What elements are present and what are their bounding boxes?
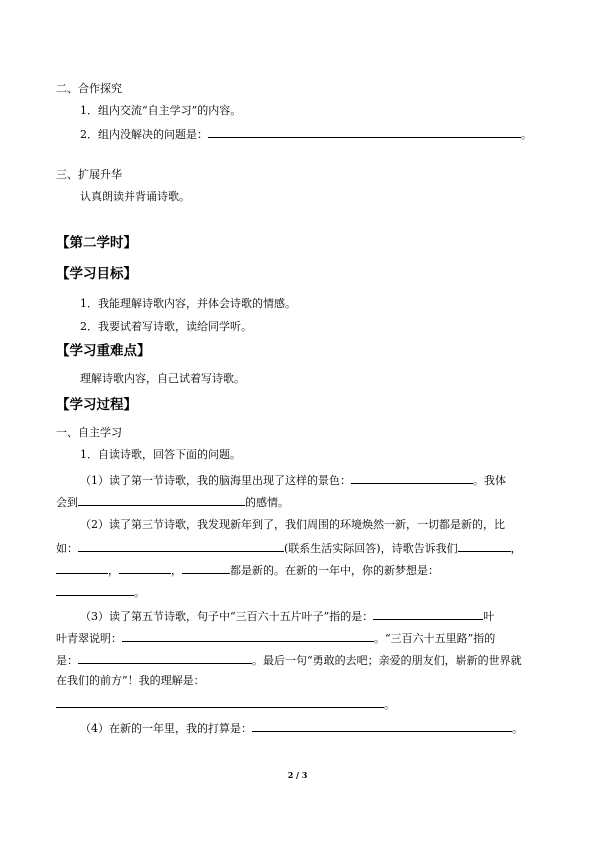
- question-4-line-1: [80, 720, 523, 736]
- question-3-line-5: [56, 696, 395, 712]
- punct: ，: [108, 564, 119, 577]
- answer-blank[interactable]: [119, 562, 171, 574]
- answer-blank[interactable]: [252, 720, 512, 732]
- question-text: 叶青翠说明：: [56, 632, 122, 645]
- answer-blank[interactable]: [208, 126, 521, 138]
- answer-blank[interactable]: [78, 494, 245, 506]
- question-3-line-2: [56, 630, 495, 646]
- question-text: 的感情。: [245, 496, 289, 509]
- question-1-line-2: [56, 494, 289, 510]
- punct: 。: [521, 128, 532, 141]
- answer-blank[interactable]: [78, 540, 284, 552]
- punct: ，: [171, 564, 182, 577]
- goals-heading: 【学习目标】: [56, 266, 137, 282]
- self-study-item-1: 1．自读诗歌，回答下面的问题。: [80, 448, 241, 461]
- answer-blank[interactable]: [458, 540, 511, 552]
- process-heading: 【学习过程】: [56, 397, 137, 413]
- question-text: 是：: [56, 654, 78, 667]
- question-text: 。“三百六十五里路”指的: [374, 632, 496, 645]
- punct: 。: [512, 722, 523, 735]
- answer-blank[interactable]: [78, 652, 252, 664]
- question-text: 都是新的。在新的一年中，你的新梦想是：: [230, 564, 439, 577]
- answer-blank[interactable]: [182, 562, 230, 574]
- question-2-line-1: （2）读了第三节诗歌，我发现新年到了，我们周围的环境焕然一新，一切都是新的，比: [80, 518, 505, 531]
- answer-blank[interactable]: [122, 630, 374, 642]
- answer-blank[interactable]: [373, 608, 483, 620]
- answer-blank[interactable]: [56, 562, 108, 574]
- answer-blank[interactable]: [56, 696, 384, 708]
- cooperation-item-2: [80, 126, 532, 142]
- cooperation-item-1: 1．组内交流“自主学习”的内容。: [80, 104, 242, 117]
- extension-text: 认真朗读并背诵诗歌。: [80, 190, 190, 203]
- answer-blank[interactable]: [351, 472, 473, 484]
- punct: 。: [384, 698, 395, 711]
- page-number: 2 / 3: [287, 770, 308, 780]
- question-text: （1）读了第一节诗歌，我的脑海里出现了这样的景色：: [80, 474, 351, 487]
- cooperation-item-2-label: 2．组内没解决的问题是：: [80, 128, 208, 141]
- question-3-line-4: 在我们的前方”！我的理解是：: [56, 674, 205, 687]
- question-text: （3）读了第五节诗歌，句子中“三百六十五片叶子”指的是：: [80, 610, 374, 623]
- punct: 。: [134, 586, 145, 599]
- question-text: （4）在新的一年里，我的打算是：: [80, 722, 252, 735]
- question-1-line-1: [80, 472, 506, 488]
- question-text: 叶: [483, 610, 495, 623]
- answer-blank[interactable]: [56, 584, 134, 596]
- question-3-line-3: [56, 652, 522, 668]
- question-2-line-2: [56, 540, 522, 556]
- section-heading-extension: 三、扩展升华: [56, 168, 122, 181]
- section-heading-cooperation: 二、合作探究: [56, 82, 122, 95]
- question-3-line-1: [80, 608, 494, 624]
- key-points-heading: 【学习重难点】: [56, 343, 151, 359]
- question-2-line-3: [56, 562, 439, 578]
- question-text: 。我体: [473, 474, 506, 487]
- goal-item-1: 1．我能理解诗歌内容，并体会诗歌的情感。: [80, 297, 296, 310]
- question-text: 。最后一句“勇敢的去吧；亲爱的朋友们，崭新的世界就: [252, 654, 522, 667]
- question-text: 如：: [56, 542, 78, 555]
- key-points-text: 理解诗歌内容，自己试着写诗歌。: [80, 372, 245, 385]
- question-text: (联系生活实际回答)，诗歌告诉我们: [284, 542, 458, 555]
- question-text: 会到: [56, 496, 78, 509]
- lesson-heading: 【第二学时】: [56, 235, 137, 251]
- section-heading-self-study: 一、自主学习: [56, 426, 122, 439]
- punct: ，: [510, 542, 522, 555]
- goal-item-2: 2．我要试着写诗歌，读给同学听。: [80, 320, 252, 333]
- question-2-line-4: [56, 584, 145, 600]
